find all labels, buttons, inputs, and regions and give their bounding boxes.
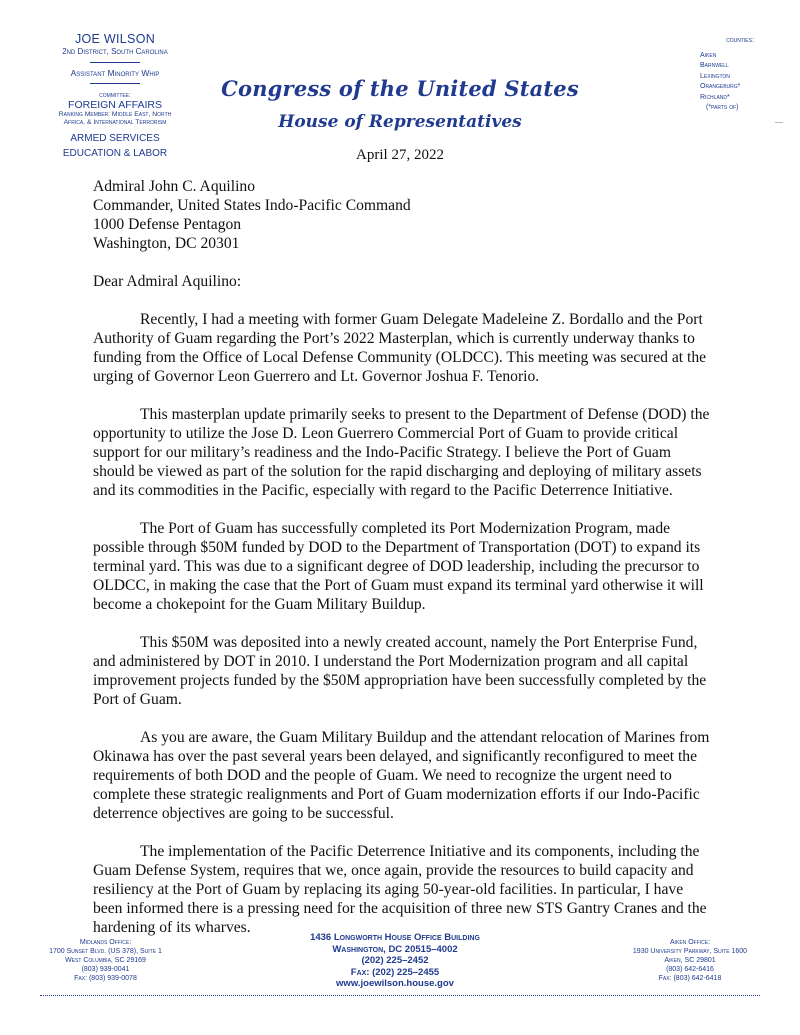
office-line: Fax: (803) 939-0078 (74, 975, 137, 982)
counties-block (700, 36, 780, 114)
website-link[interactable]: www.joewilson.house.gov (336, 978, 454, 989)
address-line: Admiral John C. Aquilino (93, 178, 256, 195)
county-note: (*parts of) (706, 104, 739, 111)
margin-mark (775, 122, 783, 123)
county-item: Lexington (700, 72, 730, 80)
letter-body (93, 177, 713, 937)
salutation: Dear Admiral Aquilino: (93, 273, 242, 290)
office-line: Fax: (202) 225–2455 (350, 966, 440, 978)
county-item: Richland* (700, 93, 730, 101)
ranking-member-line-2: Africa, & International Terrorism (63, 119, 167, 126)
footer-washington-office (270, 932, 520, 990)
paragraph-5: As you are aware, the Guam Military Buildup and the attendant relocation of Marines from Okinawa has over the past several years been delayed, and significantly reconfigured to meet the requirements of both DOD and the people of Guam. We need to recognize the urgent need to complete these strategic realignments and Port of Guam modernization efforts if our Indo-Pacific deterrence objectives are going to be successful. (93, 729, 710, 822)
committee-label: committee: (99, 92, 131, 99)
county-item: Orangeburg* (700, 83, 741, 90)
counties-label: counties: (726, 37, 754, 44)
ranking-member-line-1: Ranking Member: Middle East, North (58, 111, 172, 118)
letterhead-subtitle: House of Representatives (278, 112, 522, 132)
member-role: Assistant Minority Whip (70, 68, 160, 78)
office-line: Fax: (803) 642-6418 (658, 975, 722, 982)
office-label: Midlands Office: (79, 939, 132, 946)
divider (90, 83, 140, 84)
committee-foreign-affairs: FOREIGN AFFAIRS (68, 99, 162, 111)
office-line: (803) 939-0041 (81, 966, 130, 973)
footer-midlands-office (28, 938, 183, 983)
recipient-address (93, 177, 713, 253)
address-line: Washington, DC 20301 (93, 235, 240, 252)
office-line: West Columbia, SC 29169 (65, 957, 146, 964)
address-line: Commander, United States Indo-Pacific Command (93, 197, 411, 214)
county-item: Aiken (700, 51, 717, 59)
office-line: (803) 642-6416 (666, 966, 714, 973)
address-line: 1000 Defense Pentagon (93, 216, 242, 233)
paragraph-6: The implementation of the Pacific Deterrence Initiative and its components, including the Guam Defense System, requires that we, once again, provide the resources to build capacity and resiliency at the Port of Guam by replacing its aging 50-year-old facilities. In particular, I have been informed there is a pressing need for the acquisition of three new STS Gantry Cranes and the hardening of its wharves. (93, 843, 707, 936)
paragraph-1: Recently, I had a meeting with former Guam Delegate Madeleine Z. Bordallo and the Port Authority of Guam regarding the Port’s 2022 Masterplan, which is currently underway thanks to funding from the Office of Local Defense Community (OLDCC). This meeting was secured at the urging of Governor Leon Guerrero and Lt. Governor Joshua F. Tenorio. (93, 311, 707, 385)
letterhead-title: Congress of the United States (221, 76, 579, 101)
county-item: Barnwell (700, 62, 729, 69)
office-line: 1930 University Parkway, Suite 1600 (632, 948, 748, 955)
office-label: Aiken Office: (669, 939, 711, 946)
paragraph-2: This masterplan update primarily seeks to present to the Department of Defense (DOD) the opportunity to utilize the Jose D. Leon Guerrero Commercial Port of Guam to provide critical support for our military’s readiness and the Indo-Pacific Strategy. I believe the Port of Guam should be viewed as part of the solution for the rapid discharging and deploying of military assets and its commodities in the Pacific, especially with regard to the Pacific Deterrence Initiative. (93, 406, 710, 499)
paragraph-4: This $50M was deposited into a newly created account, namely the Port Enterprise Fund, and administered by DOT in 2010. I understand the Port Modernization program and all capital improvement projects funded by the $50M appropriation have been successfully completed by the Port of Guam. (93, 634, 707, 708)
member-name: JOE WILSON (74, 32, 156, 46)
office-line: 1700 Sunset Blvd. (US 378), Suite 1 (49, 948, 162, 955)
divider (90, 62, 140, 63)
committee-armed-services: ARMED SERVICES (70, 133, 160, 144)
office-line: 1436 Longworth House Office Building (310, 932, 480, 943)
letter-date: April 27, 2022 (356, 147, 444, 163)
office-line: Washington, DC 20515–4002 (332, 943, 458, 955)
footer-aiken-office (610, 938, 770, 983)
member-block (30, 32, 200, 159)
footer-divider (40, 995, 760, 996)
office-line: (202) 225–2452 (361, 955, 429, 966)
committee-education-labor: EDUCATION & LABOR (62, 148, 168, 159)
office-line: Aiken, SC 29801 (664, 957, 716, 964)
member-district: 2nd District, South Carolina (62, 47, 168, 56)
paragraph-3: The Port of Guam has successfully completed its Port Modernization Program, made possible through $50M funded by DOD to the Department of Transportation (DOT) to expand its terminal yard. This was due to a significant degree of DOD leadership, including the precursor to OLDCC, in making the case that the Port of Guam must expand its terminal yard otherwise it will become a chokepoint for the Guam Military Buildup. (93, 520, 704, 613)
